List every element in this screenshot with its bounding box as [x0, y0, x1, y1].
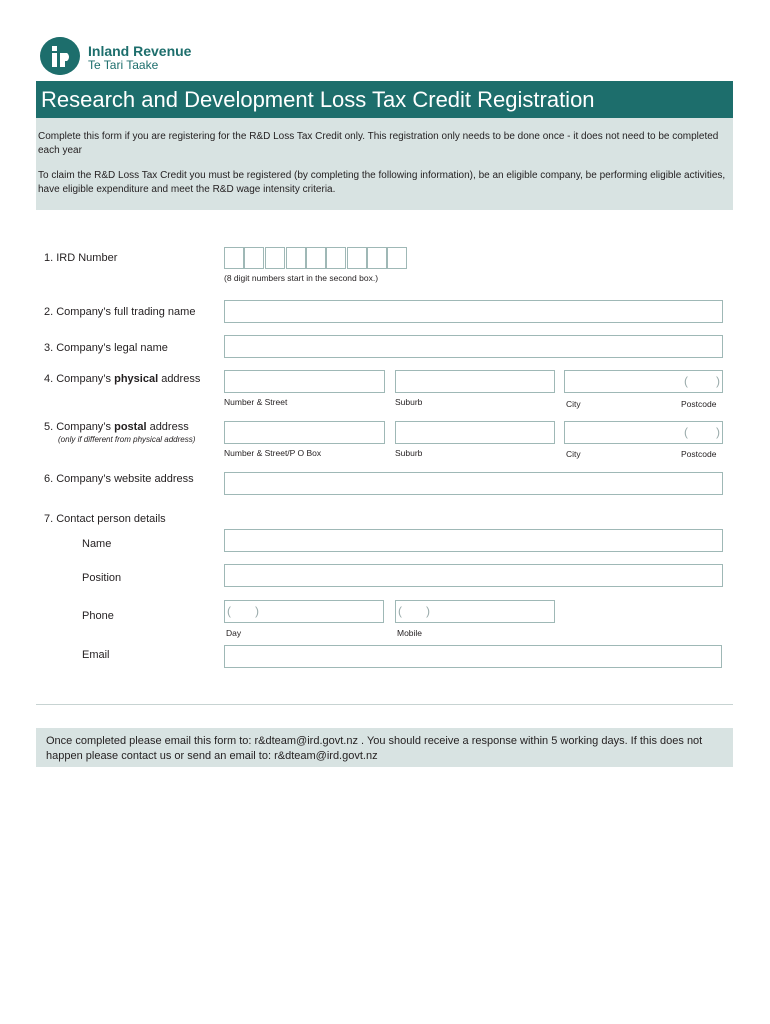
ird-digit-box[interactable]	[367, 247, 387, 269]
phone-day-caption: Day	[226, 628, 242, 638]
postal-suburb-caption: Suburb	[395, 448, 423, 458]
paren-close: )	[716, 425, 720, 439]
intro-paragraph-2: To claim the R&D Loss Tax Credit you must be registered (by completing the following information), be an eligible company, be performing eligible activities, have eligible expenditure and meet the R&D wage intensity criteria.	[38, 170, 726, 195]
website-label: 6. Company’s website address	[44, 473, 194, 485]
intro-box	[36, 118, 733, 210]
phone-mobile-caption: Mobile	[397, 628, 423, 638]
paren-close: )	[255, 604, 259, 618]
logo-title: Inland Revenue	[88, 43, 192, 59]
trading-name-input[interactable]	[224, 300, 723, 323]
postal-postcode-caption: Postcode	[681, 449, 717, 459]
phone-day-input[interactable]	[224, 600, 384, 623]
contact-email-input[interactable]	[224, 645, 722, 668]
ird-digit-box[interactable]	[306, 247, 326, 269]
postal-street-input[interactable]	[224, 421, 385, 444]
contact-position-label: Position	[82, 572, 122, 584]
website-input[interactable]	[224, 472, 723, 495]
postal-suburb-input[interactable]	[395, 421, 555, 444]
footer-note: Once completed please email this form to: r&dteam@ird.govt.nz . You should receive a response within 5 working days. If this does not happen please contact us or send an email to: r&dteam@ird.govt.nz	[36, 728, 733, 767]
paren-open: (	[398, 604, 402, 618]
contact-position-input[interactable]	[224, 564, 723, 587]
paren-open: (	[684, 374, 688, 388]
legal-name-label: 3. Company’s legal name	[44, 342, 168, 354]
postal-street-caption: Number & Street/P O Box	[224, 448, 322, 458]
page-title: Research and Development Loss Tax Credit Registration	[41, 87, 595, 112]
ird-number-hint: (8 digit numbers start in the second box.)	[224, 273, 379, 283]
ird-digit-box[interactable]	[347, 247, 367, 269]
physical-suburb-caption: Suburb	[395, 397, 423, 407]
paren-close: )	[716, 374, 720, 388]
ird-digit-box[interactable]	[265, 247, 285, 269]
physical-city-postcode-input[interactable]	[564, 370, 723, 393]
paren-open: (	[684, 425, 688, 439]
paren-close: )	[426, 604, 430, 618]
divider	[36, 704, 733, 705]
ird-digit-box[interactable]	[244, 247, 264, 269]
contact-name-input[interactable]	[224, 529, 723, 552]
postal-address-note: (only if different from physical address)	[58, 435, 196, 444]
ird-number-label: 1. IRD Number	[44, 252, 118, 264]
ird-digit-box[interactable]	[387, 247, 407, 269]
intro-paragraph-1: Complete this form if you are registering for the R&D Loss Tax Credit only. This registration only needs to be done once - it does not need to be completed each year	[38, 131, 719, 156]
postal-city-postcode-input[interactable]	[564, 421, 723, 444]
ird-digit-box[interactable]	[224, 247, 244, 269]
ird-digit-box[interactable]	[286, 247, 306, 269]
contact-name-label: Name	[82, 538, 112, 550]
contact-phone-label: Phone	[82, 610, 114, 622]
contact-details-label: 7. Contact person details	[44, 513, 166, 525]
postal-city-caption: City	[566, 449, 581, 459]
legal-name-input[interactable]	[224, 335, 723, 358]
phone-mobile-input[interactable]	[395, 600, 555, 623]
contact-email-label: Email	[82, 649, 110, 661]
physical-postcode-caption: Postcode	[681, 399, 717, 409]
title-bar	[36, 81, 733, 118]
postal-address-label: 5. Company’s postal address	[44, 421, 189, 433]
paren-open: (	[227, 604, 231, 618]
trading-name-label: 2. Company’s full trading name	[44, 306, 196, 318]
physical-address-label: 4. Company’s physical address	[44, 373, 201, 385]
physical-suburb-input[interactable]	[395, 370, 555, 393]
physical-street-input[interactable]	[224, 370, 385, 393]
physical-street-caption: Number & Street	[224, 397, 288, 407]
physical-city-caption: City	[566, 399, 581, 409]
logo-subtitle: Te Tari Taake	[88, 58, 159, 72]
inland-revenue-logo-icon	[40, 37, 80, 75]
ird-digit-box[interactable]	[326, 247, 346, 269]
